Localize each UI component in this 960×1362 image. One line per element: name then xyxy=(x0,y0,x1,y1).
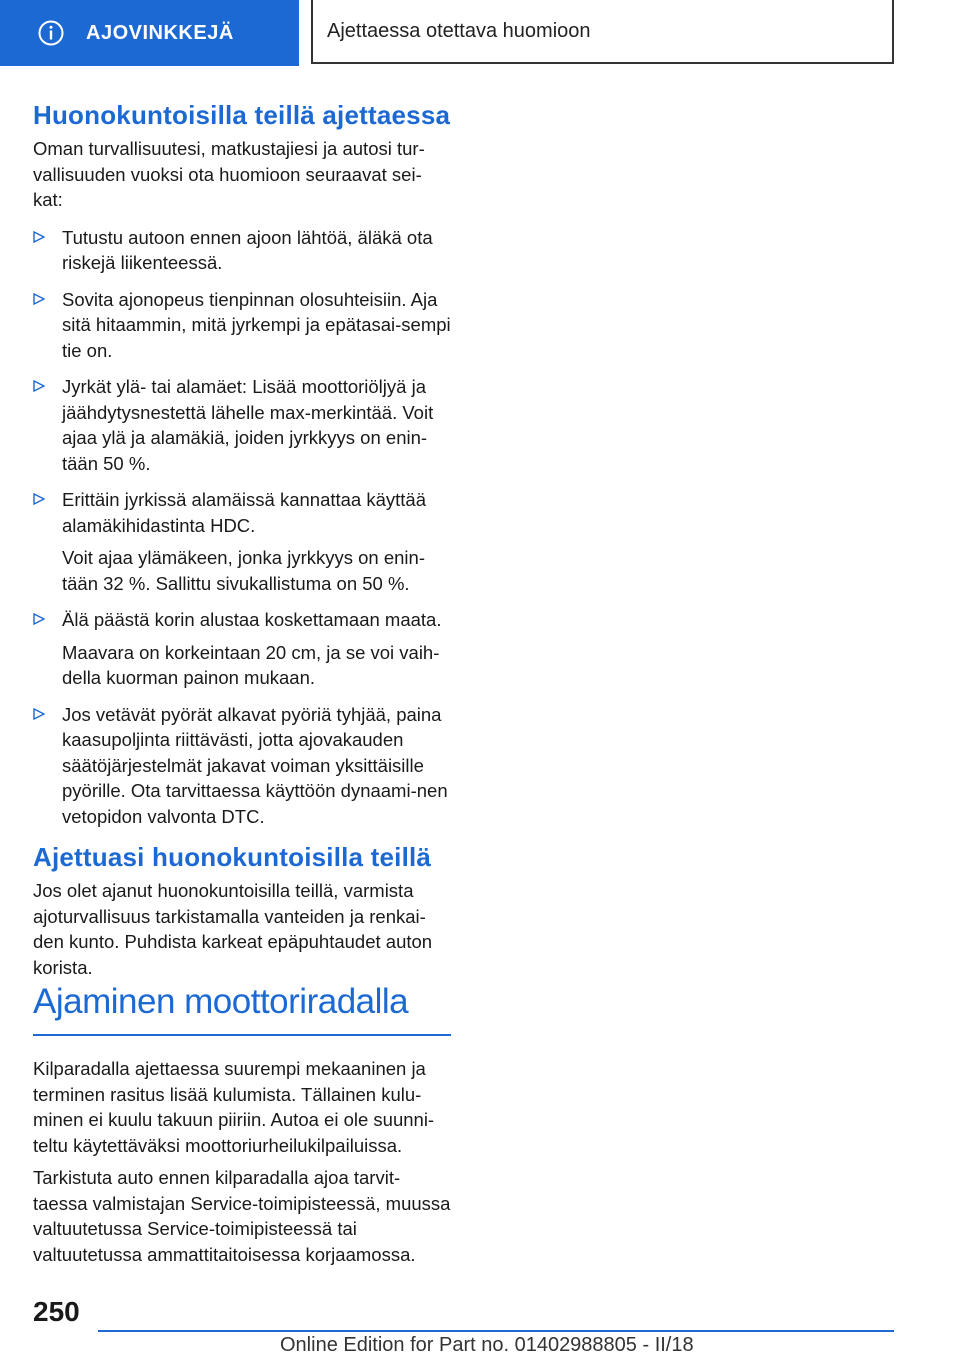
after-rough-roads-text: Jos olet ajanut huonokuntoisilla teillä, varmista ajoturvallisuus tarkistamalla vanteiden ja renkai-den kunto. Puhdista karkeat epäpuhtaudet auton korista. xyxy=(33,880,433,978)
rough-roads-intro: Oman turvallisuutesi, matkustajiesi ja autosi tur-vallisuuden vuoksi ota huomioon seuraavat sei-kat: xyxy=(33,138,425,210)
list-item-text: Jyrkät ylä- tai alamäet: Lisää moottoriöljyä ja jäähdytysnestettä lähelle max-merkintää. Voit ajaa ylä ja alamäkiä, joiden jyrkkyys on enin-tään 50 %. xyxy=(62,376,434,474)
racetrack-heading: Ajaminen moottoriradalla xyxy=(33,980,451,1036)
triangle-bullet-icon xyxy=(33,613,45,625)
chapter-tab[interactable] xyxy=(0,0,299,66)
list-item-text: Sovita ajonopeus tienpinnan olosuhteisiin. Aja sitä hitaammin, mitä jyrkempi ja epätasai-sempi tie on. xyxy=(62,288,451,361)
list-item-text: Jos vetävät pyörät alkavat pyöriä tyhjää, paina kaasupoljinta riittävästi, jotta ajovakauden säätöjärjestelmät jakavat voiman yksittäisille pyörille. Ota tarvittaessa käyttöön dynaami-nen vetopidon valvonta DTC. xyxy=(62,703,448,827)
footer-divider xyxy=(98,1330,894,1332)
racetrack-paragraph-1: Kilparadalla ajettaessa suurempi mekaaninen ja terminen rasitus lisää kulumista. Tällainen kulu-minen ei kuulu takuun piiriin. Autoa ei ole suunni-teltu käytettäväksi moottoriurheilukilpailuissa. xyxy=(33,1058,435,1156)
section-label: Ajettaessa otettava huomioon xyxy=(327,19,591,42)
triangle-bullet-icon xyxy=(33,293,45,305)
list-item xyxy=(33,607,451,691)
after-rough-roads-heading: Ajettuasi huonokuntoisilla teillä xyxy=(33,842,432,872)
rough-roads-heading: Huonokuntoisilla teillä ajettaessa xyxy=(33,100,451,130)
edition-note: Online Edition for Part no. 01402988805 - II/18 xyxy=(280,1334,694,1356)
list-item-text: Älä päästä korin alustaa koskettamaan maata. xyxy=(62,609,442,630)
chapter-label: AJOVINKKEJÄ xyxy=(86,21,234,44)
triangle-bullet-icon xyxy=(33,231,45,243)
triangle-bullet-icon xyxy=(33,380,45,392)
page-header xyxy=(0,0,960,66)
list-item xyxy=(33,287,451,364)
list-item xyxy=(33,225,451,276)
list-item xyxy=(33,702,451,830)
list-item xyxy=(33,487,451,596)
list-item-extra: Maavara on korkeintaan 20 cm, ja se voi vaih-della kuorman painon mukaan. xyxy=(62,641,440,688)
list-item xyxy=(33,374,451,476)
list-item-extra: Voit ajaa ylämäkeen, jonka jyrkkyys on enin-tään 32 %. Sallittu sivukallistuma on 50 %. xyxy=(62,547,425,594)
triangle-bullet-icon xyxy=(33,708,45,720)
rough-roads-list xyxy=(33,225,451,830)
list-item-text: Tutustu autoon ennen ajoon lähtöä, äläkä ota riskejä liikenteessä. xyxy=(62,226,433,273)
triangle-bullet-icon xyxy=(33,493,45,505)
page-content xyxy=(33,98,451,1267)
info-icon xyxy=(38,20,64,46)
page-number: 250 xyxy=(33,1296,80,1327)
section-tab[interactable] xyxy=(311,0,894,64)
list-item-text: Erittäin jyrkissä alamäissä kannattaa käyttää alamäkihidastinta HDC. xyxy=(62,489,427,536)
racetrack-paragraph-2: Tarkistuta auto ennen kilparadalla ajoa tarvit-taessa valmistajan Service-toimipisteessä, muussa valtuutetussa Service-toimipisteessä tai valtuutetussa ammattitaitoisessa korjaamossa. xyxy=(33,1167,451,1265)
